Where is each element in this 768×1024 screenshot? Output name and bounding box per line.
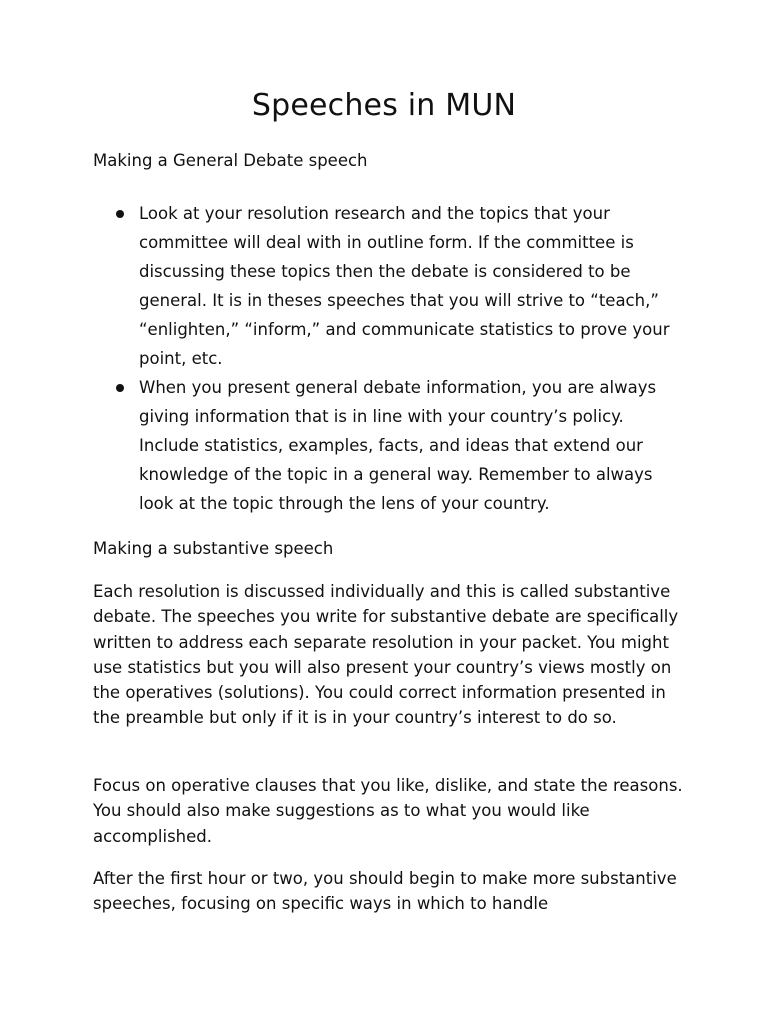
bullet-dot-icon xyxy=(116,384,124,392)
paragraph: Focus on operative clauses that you like, dislike, and state the reasons. You should also make suggestions as to what you would like accomplished. xyxy=(93,776,683,846)
bullet-text: Look at your resolution research and the topics that your committee will deal with in outline form. If the committee is discussing these topics then the debate is considered to be general. It is in theses speeches that you will strive to “teach,” “enlighten,” “inform,” and communicate statistics to prove your point, etc. xyxy=(139,204,670,368)
section-heading-substantive-speech: Making a substantive speech xyxy=(93,539,334,558)
page-title: Speeches in MUN xyxy=(251,88,517,123)
bullet-item xyxy=(93,199,683,373)
bullet-item xyxy=(93,373,683,518)
bullet-dot-icon xyxy=(116,210,124,218)
paragraph: After the first hour or two, you should begin to make more substantive speeches, focusing on specific ways in which to handle xyxy=(93,869,677,914)
general-debate-bullet-list xyxy=(93,199,683,518)
section-heading-general-debate: Making a General Debate speech xyxy=(93,151,368,170)
bullet-text: When you present general debate information, you are always giving information that is in line with your country’s policy. Include statistics, examples, facts, and ideas that extend our knowledge of the topic in a general way. Remember to always look at the topic through the lens of your country. xyxy=(139,378,657,513)
paragraph: Each resolution is discussed individually and this is called substantive debate. The speeches you write for substantive debate are specifically written to address each separate resolution in your packet. You might use statistics but you will also present your country’s views mostly on the operatives (solutions). You could correct information presented in the preamble but only if it is in your country’s interest to do so. xyxy=(93,582,679,728)
